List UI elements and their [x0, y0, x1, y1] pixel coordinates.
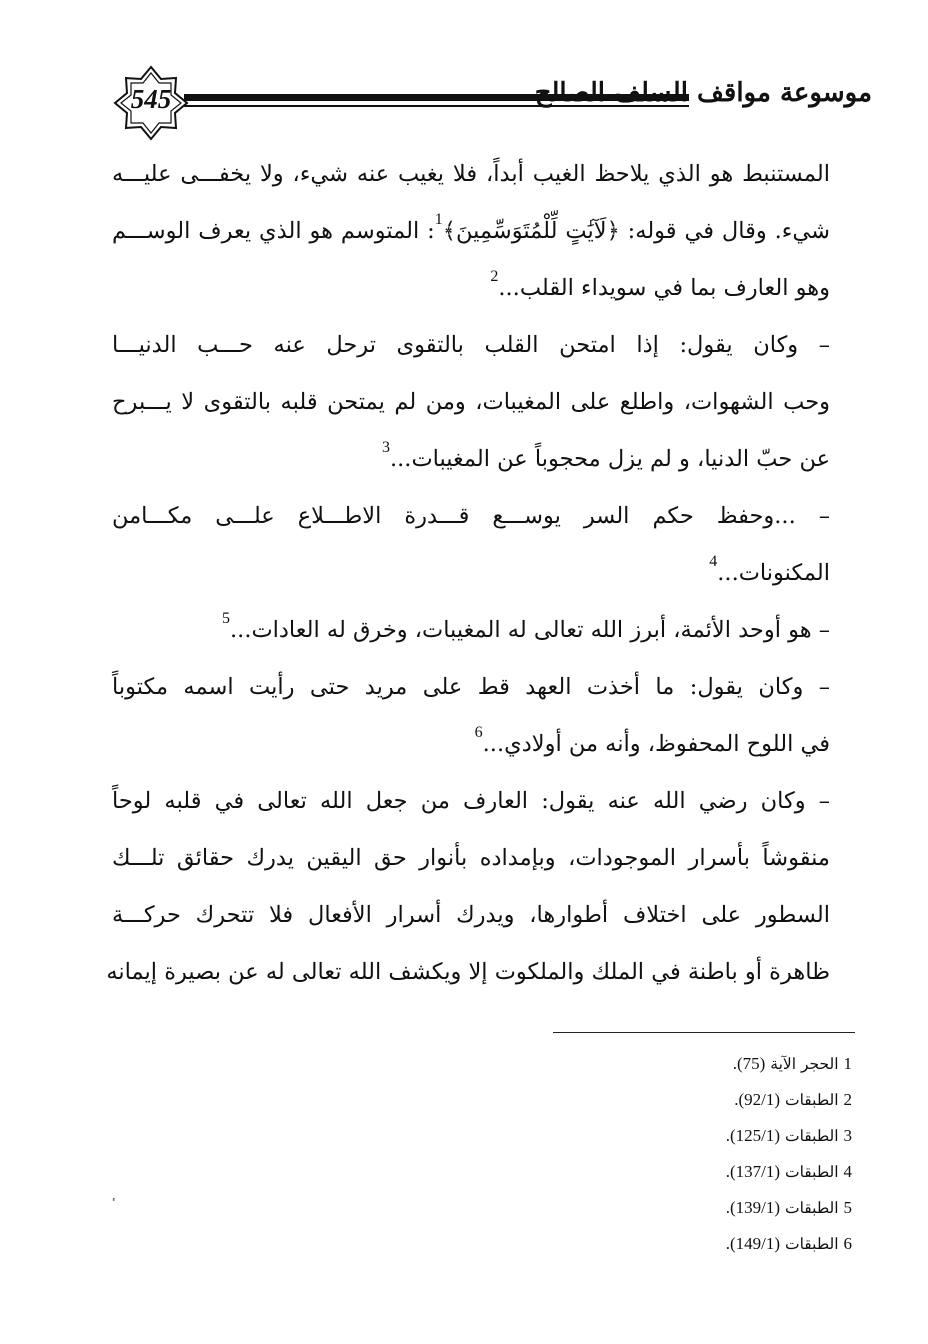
- text-line: – وكان يقول: ما أخذت العهد قط على مريد حتى رأيت اسمه مكتوباً: [112, 674, 830, 700]
- footnote-ref: 1: [434, 211, 443, 228]
- footnote-reference: (92/1).: [734, 1090, 781, 1109]
- text-line: وحب الشهوات، واطلع على المغيبات، ومن لم يمتحن قلبه بالتقوى لا يـــبرح: [112, 389, 830, 415]
- text-segment: شيء. وقال في قوله: ﴿لَآيَٰتٍ لِّلْمُتَوَسِّمِينَ﴾: [442, 218, 830, 244]
- page-number: 545: [130, 84, 172, 114]
- footnote-number: 5: [843, 1198, 852, 1217]
- footnotes: [500, 1046, 852, 1262]
- footnote-item: [500, 1226, 852, 1262]
- text-line: المستنبط هو الذي يلاحظ الغيب أبداً، فلا يغيب عنه شيء، ولا يخفـــى عليـــه: [112, 161, 830, 187]
- footnote-separator: [553, 1032, 855, 1033]
- text-segment: : المتوسم هو الذي يعرف الوســـم: [112, 218, 435, 244]
- footnote-reference: (137/1).: [725, 1162, 781, 1181]
- text-line: [112, 431, 830, 488]
- text-line: [112, 260, 830, 317]
- footnote-item: [500, 1082, 852, 1118]
- footnote-ref: 5: [222, 610, 231, 627]
- footnote-reference: (149/1).: [725, 1234, 781, 1253]
- footnote-source: الطبقات: [784, 1235, 839, 1253]
- footnote-number: 1: [843, 1054, 852, 1073]
- text-segment: – هو أوحد الأئمة، أبرز الله تعالى له المغيبات، وخرق له العادات...: [230, 617, 830, 643]
- footnote-item: [500, 1190, 852, 1226]
- text-segment: وهو العارف بما في سويداء القلب...: [498, 275, 830, 301]
- page-number-badge: [112, 64, 190, 142]
- page-mark: ٴ: [112, 1198, 116, 1213]
- text-line: [112, 203, 830, 260]
- text-line: السطور على اختلاف أطوارها، ويدرك أسرار الأفعال فلا تتحرك حركـــة: [112, 902, 830, 928]
- text-line: [112, 545, 830, 602]
- footnote-reference: (75).: [732, 1054, 766, 1073]
- text-line: – وكان رضي الله عنه يقول: العارف من جعل الله تعالى في قلبه لوحاً: [112, 788, 830, 814]
- footnote-source: الطبقات: [784, 1199, 839, 1217]
- text-segment: في اللوح المحفوظ، وأنه من أولادي...: [482, 731, 830, 757]
- footnote-item: [500, 1046, 852, 1082]
- text-line: منقوشاً بأسرار الموجودات، وبإمداده بأنوار حق اليقين يدرك حقائق تلـــك: [112, 845, 830, 871]
- footnote-ref: 2: [490, 268, 499, 285]
- footnote-number: 4: [843, 1162, 852, 1181]
- footnote-number: 2: [843, 1090, 852, 1109]
- text-line: [112, 602, 830, 659]
- series-title: موسوعة مواقف السلف الصالح: [534, 78, 872, 108]
- text-line: [112, 716, 830, 773]
- body-text: [106, 146, 830, 1001]
- text-segment: عن حبّ الدنيا، و لم يزل محجوباً عن المغيبات...: [389, 446, 830, 472]
- footnote-ref: 6: [474, 724, 483, 741]
- text-line: – وكان يقول: إذا امتحن القلب بالتقوى ترحل عنه حـــب الدنيـــا: [112, 332, 830, 358]
- text-line: ظاهرة أو باطنة في الملك والملكوت إلا ويكشف الله تعالى له عن بصيرة إيمانه: [106, 959, 830, 985]
- footnote-source: الطبقات: [784, 1163, 839, 1181]
- footnote-source: الحجر الآية: [770, 1055, 839, 1073]
- footnote-ref: 4: [709, 553, 718, 570]
- text-segment: المكنونات...: [717, 560, 830, 586]
- footnote-source: الطبقات: [784, 1091, 839, 1109]
- footnote-item: [500, 1118, 852, 1154]
- footnote-reference: (125/1).: [725, 1126, 781, 1145]
- page-header: [112, 64, 872, 146]
- footnote-ref: 3: [381, 439, 390, 456]
- footnote-number: 6: [843, 1234, 852, 1253]
- footnote-reference: (139/1).: [725, 1198, 781, 1217]
- footnote-source: الطبقات: [784, 1127, 839, 1145]
- footnote-item: [500, 1154, 852, 1190]
- footnote-number: 3: [843, 1126, 852, 1145]
- text-line: – ...وحفظ حكم السر يوســـع قـــدرة الاطـــلاع علـــى مكـــامن: [112, 503, 830, 529]
